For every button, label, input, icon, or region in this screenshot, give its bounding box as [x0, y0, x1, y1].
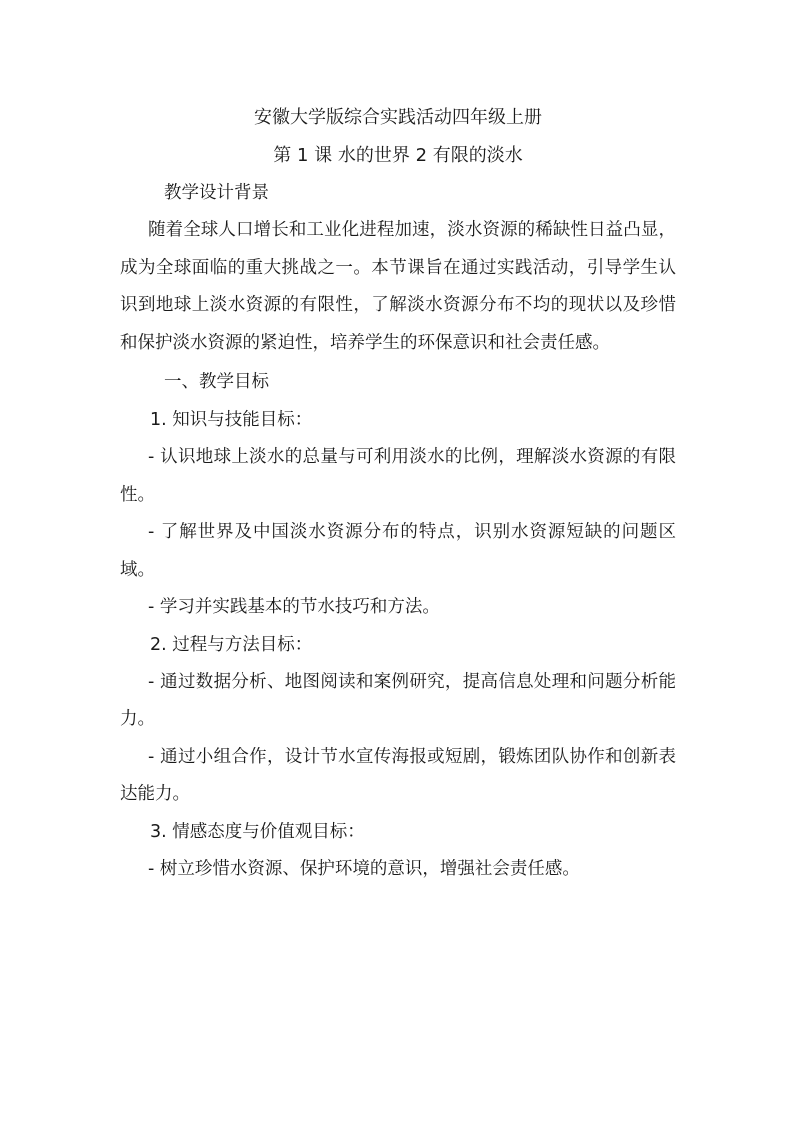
goal-values-item-1: - 树立珍惜水资源、保护环境的意识，增强社会责任感。 — [148, 858, 580, 879]
goal-process-item-1: - 通过数据分析、地图阅读和案例研究，提高信息处理和问题分析能力。 — [120, 671, 676, 729]
background-paragraph: 随着全球人口增长和工业化进程加速，淡水资源的稀缺性日益凸显，成为全球面临的重大挑战之一。本节课旨在通过实践活动，引导学生认识到地球上淡水资源的有限性，了解淡水资源分布不均的现状以及珍惜和保护淡水资源的紧迫性，培养学生的环保意识和社会责任感。 — [120, 220, 676, 353]
goal-heading-process: 2. 过程与方法目标： — [150, 634, 313, 655]
goal-process-item-2: - 通过小组合作，设计节水宣传海报或短剧，锻炼团队协作和创新表达能力。 — [120, 746, 676, 804]
lesson-subtitle: 第 1 课 水的世界 2 有限的淡水 — [273, 145, 523, 166]
goal-knowledge-item-2: - 了解世界及中国淡水资源分布的特点，识别水资源短缺的问题区域。 — [120, 522, 676, 580]
section-heading-goals: 一、教学目标 — [164, 372, 269, 392]
goal-knowledge-item-1: - 认识地球上淡水的总量与可利用淡水的比例，理解淡水资源的有限性。 — [120, 447, 676, 505]
goal-heading-knowledge: 1. 知识与技能目标： — [150, 410, 313, 430]
section-heading-background: 教学设计背景 — [164, 183, 269, 203]
document-title: 安徽大学版综合实践活动四年级上册 — [254, 107, 542, 128]
goal-knowledge-item-3: - 学习并实践基本的节水技巧和方法。 — [148, 597, 440, 617]
goal-heading-values: 3. 情感态度与价值观目标： — [150, 821, 365, 842]
document-body — [120, 100, 676, 888]
